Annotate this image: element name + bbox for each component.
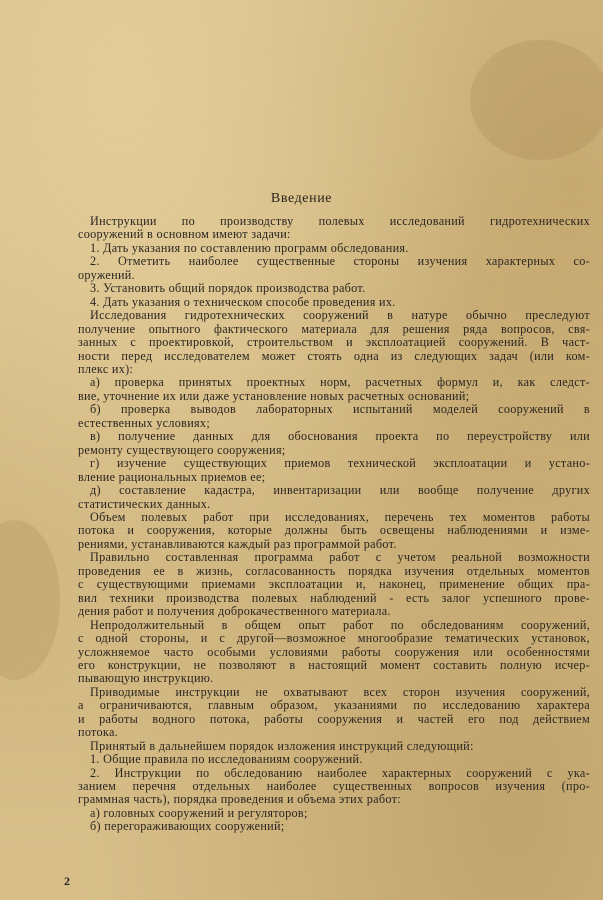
text-line: Исследования гидротехнических сооружений в натуре обычно преследуют [90,309,590,323]
text-line: 2. Отметить наиболее существенные стороны изучения характерных со- [90,255,590,269]
text-line: 3. Установить общий порядок производства работ. [90,282,366,296]
text-line: Принятый в дальнейшем порядок изложения инструкций следующий: [90,739,474,753]
text-line: 2. Инструкции по обследованию наиболее характерных сооружений с ука- [90,766,590,780]
text-line: дения работ и получения доброкачественного материала. [78,605,391,619]
text-line: б) перегораживающих сооружений; [90,820,285,834]
text-line: и работы водного потока, работы сооружения и частей его под действием [78,712,590,726]
text-line: потока и сооружения, которые должны быть освещены наблюдениями и изме- [78,524,590,538]
text-line: Инструкции по производству полевых исследований гидротехнических [90,215,590,228]
paper-stain [470,40,603,160]
text-line: Правильно составленная программа работ с учетом реальной возможности [90,551,590,565]
text-line: рениями, устанавливаются каждый раз программой работ. [78,537,397,551]
text-line: а) головных сооружений и регуляторов; [90,806,308,820]
text-line: вил техники производства полевых наблюдений - есть залог успешного прове- [78,591,590,605]
text-line: занных с проектировкой, строительством и эксплоатацией сооружений. В част- [78,336,590,350]
text-line: занием перечня отдельных наиболее существенных вопросов изучения (про- [78,780,590,794]
body-text [78,215,590,834]
text-line: ремонту существующего сооружения; [78,443,286,457]
text-line: вление рациональных приемов ее; [78,470,266,484]
page-title: Введение [270,191,333,206]
page-number: 2 [64,874,70,888]
text-line: б) проверка выводов лабораторных испытаний моделей сооружений в [90,403,590,417]
text-line: оружений. [78,268,135,282]
text-line: д) составление кадастра, инвентаризации или вообще получение других [90,484,590,498]
text-line: его конструкции, не позволяют в настоящий момент составить полную исчер- [78,658,590,672]
text-line: сооружений в основном имеют задачи: [78,228,291,242]
text-line: с одной стороны, и с другой—возможное многообразие тематических установок, [78,632,590,646]
text-line: а ограничиваются, главным образом, указаниями по исследованию характера [78,699,590,713]
text-line: потока. [78,726,119,740]
text-line: 1. Общие правила по исследованиям сооружений. [90,753,363,767]
text-line: а) проверка принятых проектных норм, расчетных формул и, как следст- [90,376,590,390]
text-line: статистических данных. [78,497,211,511]
text-line: 1. Дать указания по составлению программ обследования. [90,241,409,255]
text-line: пывающую инструкцию. [78,672,214,686]
text-line: получение опытного фактического материала для решения ряда вопросов, свя- [78,322,590,336]
text-line: Непродолжительный в общем опыт работ по обследованиям сооружений, [90,618,590,632]
text-line: 4. Дать указания о техническом способе проведения их. [90,295,396,309]
text-line: Объем полевых работ при исследованиях, перечень тех моментов работы [90,510,590,524]
text-line: проведения ее в жизнь, согласованность порядка изучения отдельных моментов [78,564,590,578]
paper-stain [0,520,60,680]
text-line: естественных условиях; [78,416,211,430]
text-line: вие, уточнение их или даже установление новых расчетных оснований; [78,389,470,403]
text-line: плекс их): [78,362,134,376]
text-line: с существующими приемами эксплоатации и, наконец, применение общих пра- [78,578,590,592]
text-line: в) получение данных для обоснования проекта по переустройству или [90,430,590,444]
text-line: граммная часть), порядка проведения и объема этих работ: [78,793,401,807]
text-line: усложняемое часто особыми условиями работы сооружения или особенностями [78,645,590,659]
text-line: Приводимые инструкции не охватывают всех сторон изучения сооружений, [90,685,590,699]
text-line: ности перед исследователем может стоять одна из следующих задач (или ком- [78,349,590,363]
text-line: г) изучение существующих приемов технической эксплоатации и устано- [90,457,590,471]
